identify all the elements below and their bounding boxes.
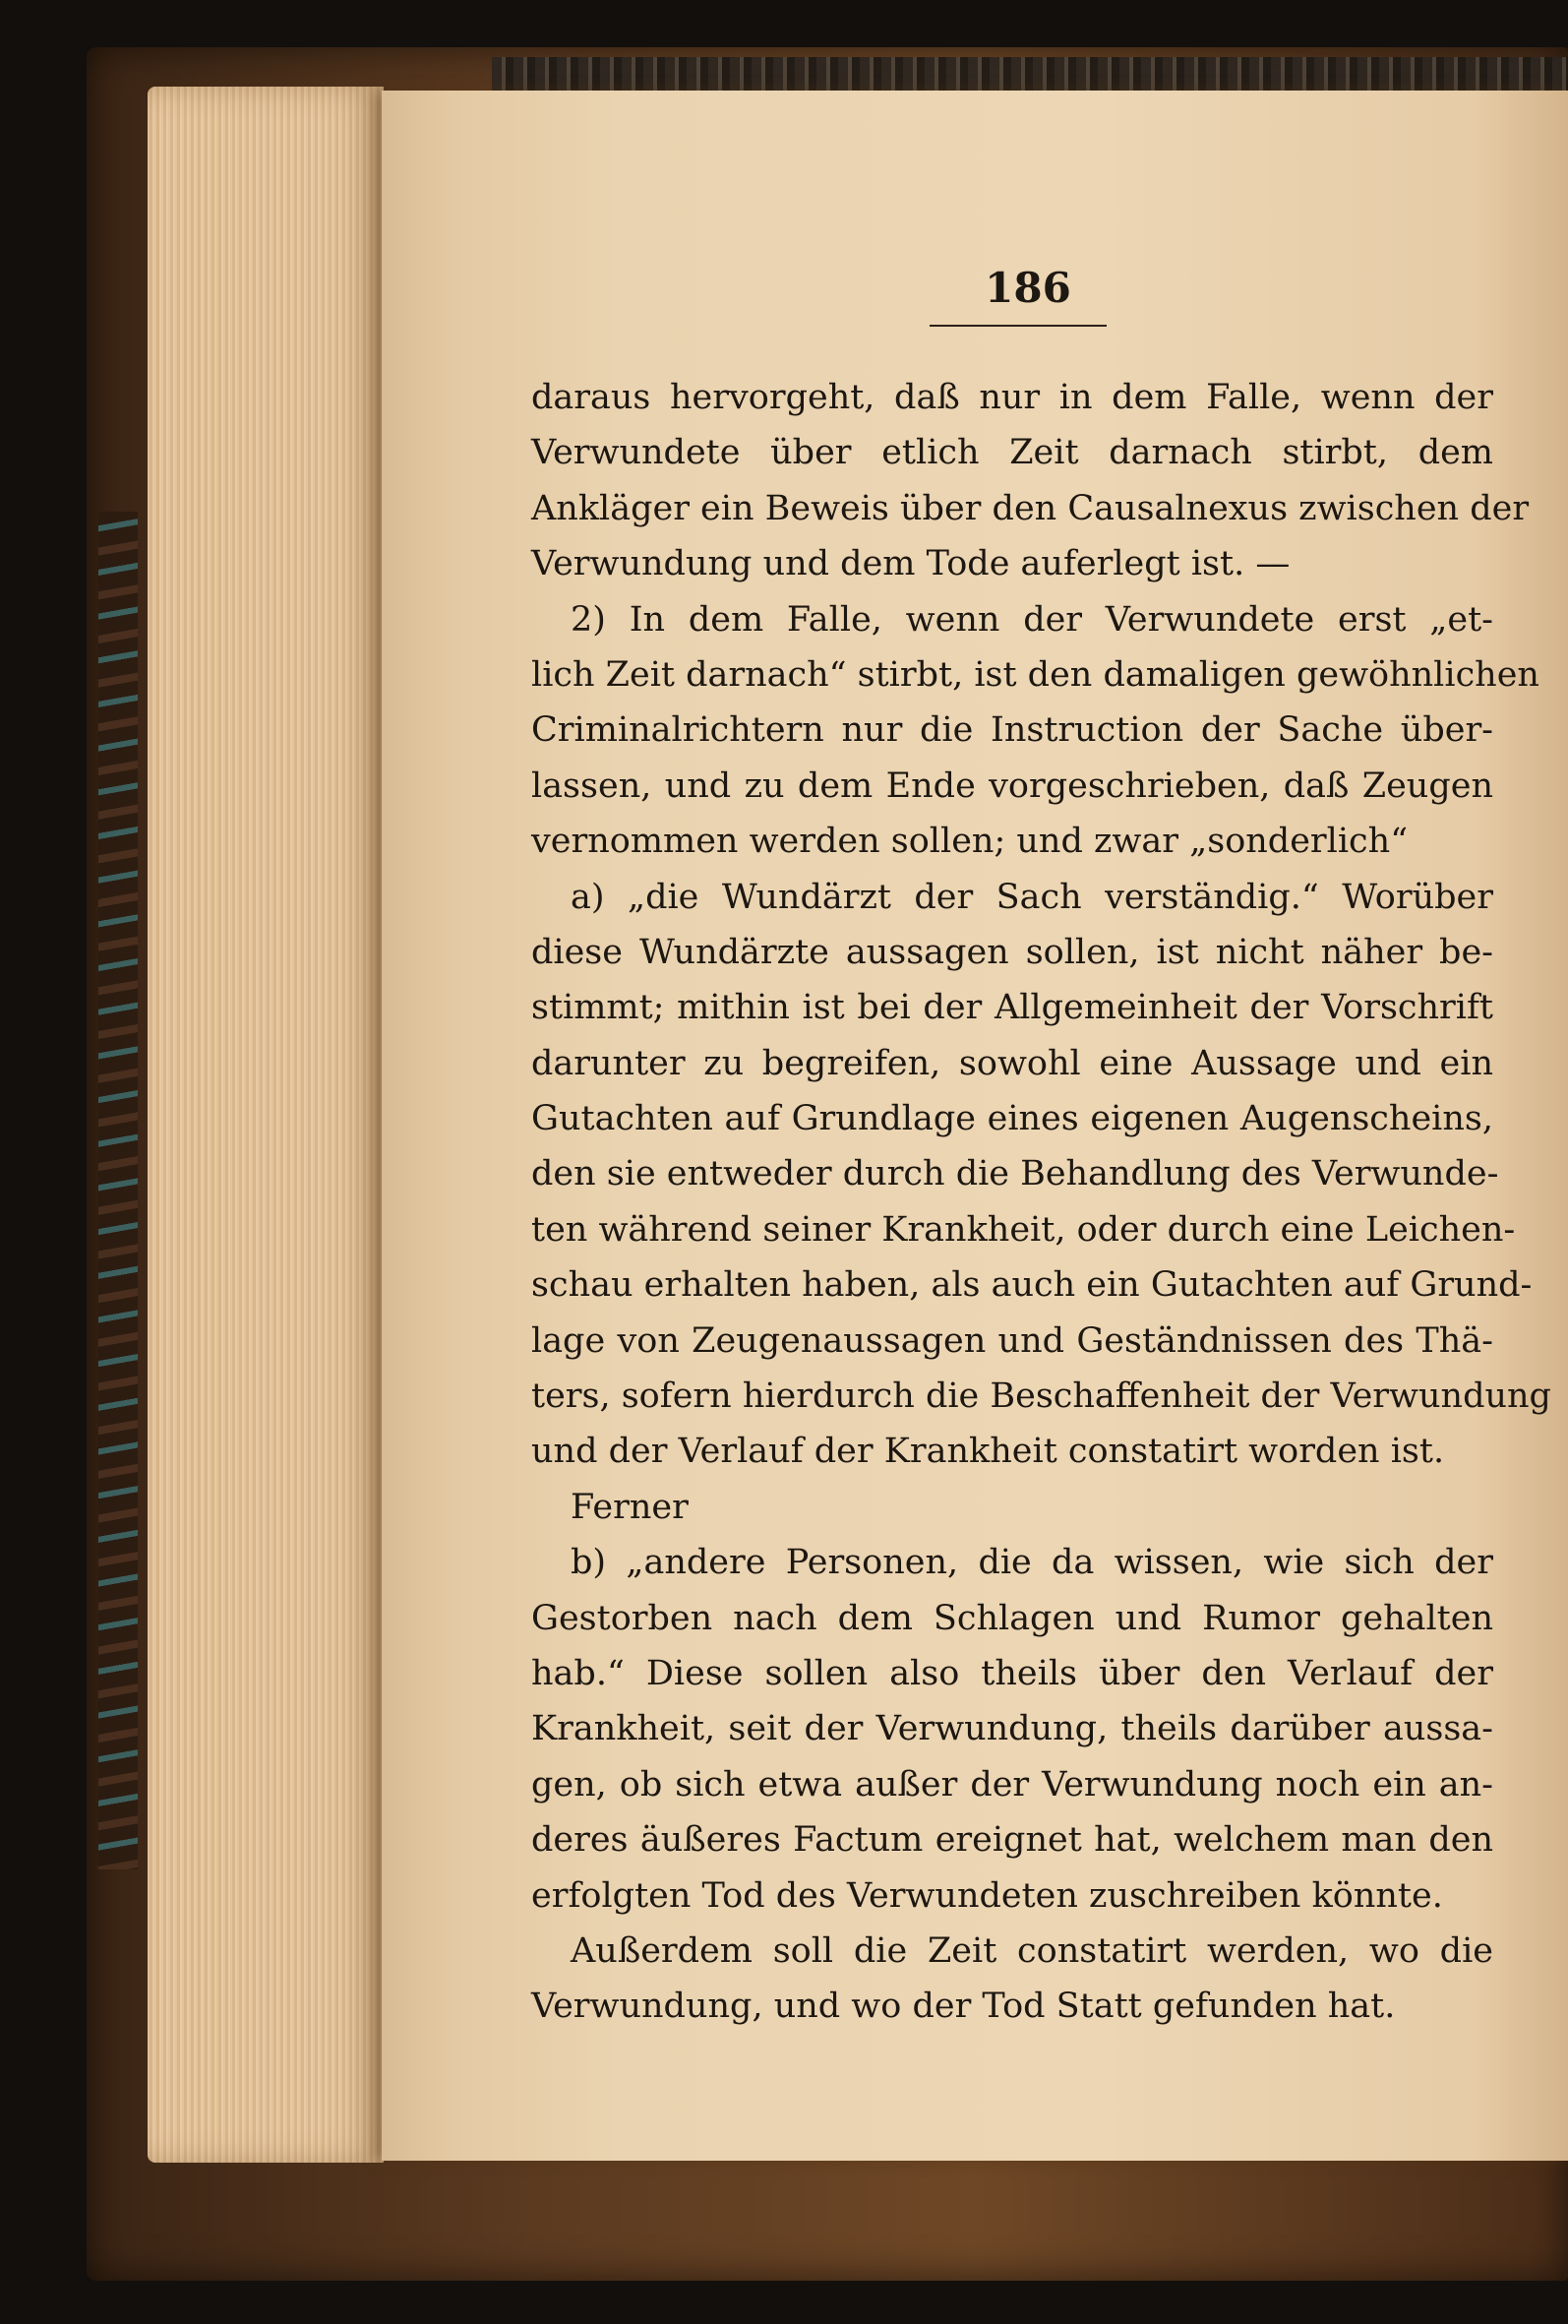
text-line: lage von Zeugenaussagen und Geständnissen des Thä- <box>531 1320 1493 1361</box>
text-line: Ferner <box>571 1487 689 1527</box>
text-line: Verwundung und dem Tode auferlegt ist. — <box>531 544 1291 584</box>
text-line: vernommen werden sollen; und zwar „sonderlich“ <box>531 822 1409 862</box>
text-line: Criminalrichtern nur die Instruction der Sache über- <box>531 710 1493 751</box>
text-line: ten während seiner Krankheit, oder durch eine Leichen- <box>531 1209 1516 1250</box>
page-number: 186 <box>985 264 1071 312</box>
text-line: schau erhalten haben, als auch ein Gutachten auf Grund- <box>531 1265 1533 1306</box>
text-line: lich Zeit darnach“ stirbt, ist den damaligen gewöhnlichen <box>531 654 1539 695</box>
text-line: a) „die Wundärzt der Sach verständig.“ Worüber <box>571 877 1493 917</box>
text-line: Ankläger ein Beweis über den Causalnexus zwischen der <box>531 488 1530 528</box>
text-line: darunter zu begreifen, sowohl eine Aussage und ein <box>531 1043 1493 1083</box>
text-line: Krankheit, seit der Verwundung, theils darüber aussa- <box>531 1709 1493 1749</box>
text-line: hab.“ Diese sollen also theils über den Verlauf der <box>531 1653 1493 1693</box>
text-line: stimmt; mithin ist bei der Allgemeinheit der Vorschrift <box>531 988 1493 1028</box>
page-number-rule <box>930 325 1107 327</box>
text-line: Gutachten auf Grundlage eines eigenen Augenscheins, <box>531 1099 1493 1139</box>
text-line: den sie entweder durch die Behandlung des Verwunde- <box>531 1154 1499 1194</box>
text-line: Außerdem soll die Zeit constatirt werden, wo die <box>571 1930 1493 1971</box>
text-line: Verwundete über etlich Zeit darnach stirbt, dem <box>531 433 1493 473</box>
page-edges <box>148 87 384 2163</box>
text-line: und der Verlauf der Krankheit constatirt worden ist. <box>531 1432 1445 1472</box>
text-line: 2) In dem Falle, wenn der Verwundete erst „et- <box>571 599 1493 640</box>
text-line: erfolgten Tod des Verwundeten zuschreiben könnte. <box>531 1875 1443 1916</box>
text-line: diese Wundärzte aussagen sollen, ist nicht näher be- <box>531 932 1493 972</box>
text-line: ters, sofern hierdurch die Beschaffenheit der Verwundung <box>531 1376 1551 1417</box>
text-line: deres äußeres Factum ereignet hat, welchem man den <box>531 1820 1493 1861</box>
text-line: Verwundung, und wo der Tod Statt gefunden hat. <box>531 1987 1396 2027</box>
text-line: b) „andere Personen, die da wissen, wie sich der <box>571 1543 1493 1583</box>
text-line: gen, ob sich etwa außer der Verwundung noch ein an- <box>531 1764 1493 1804</box>
text-line: daraus hervorgeht, daß nur in dem Falle, wenn der <box>531 378 1493 417</box>
text-line: Gestorben nach dem Schlagen und Rumor gehalten <box>531 1598 1493 1638</box>
marbled-edge <box>98 512 138 1869</box>
page-text <box>531 370 1551 2035</box>
text-line: lassen, und zu dem Ende vorgeschrieben, daß Zeugen <box>531 765 1493 806</box>
